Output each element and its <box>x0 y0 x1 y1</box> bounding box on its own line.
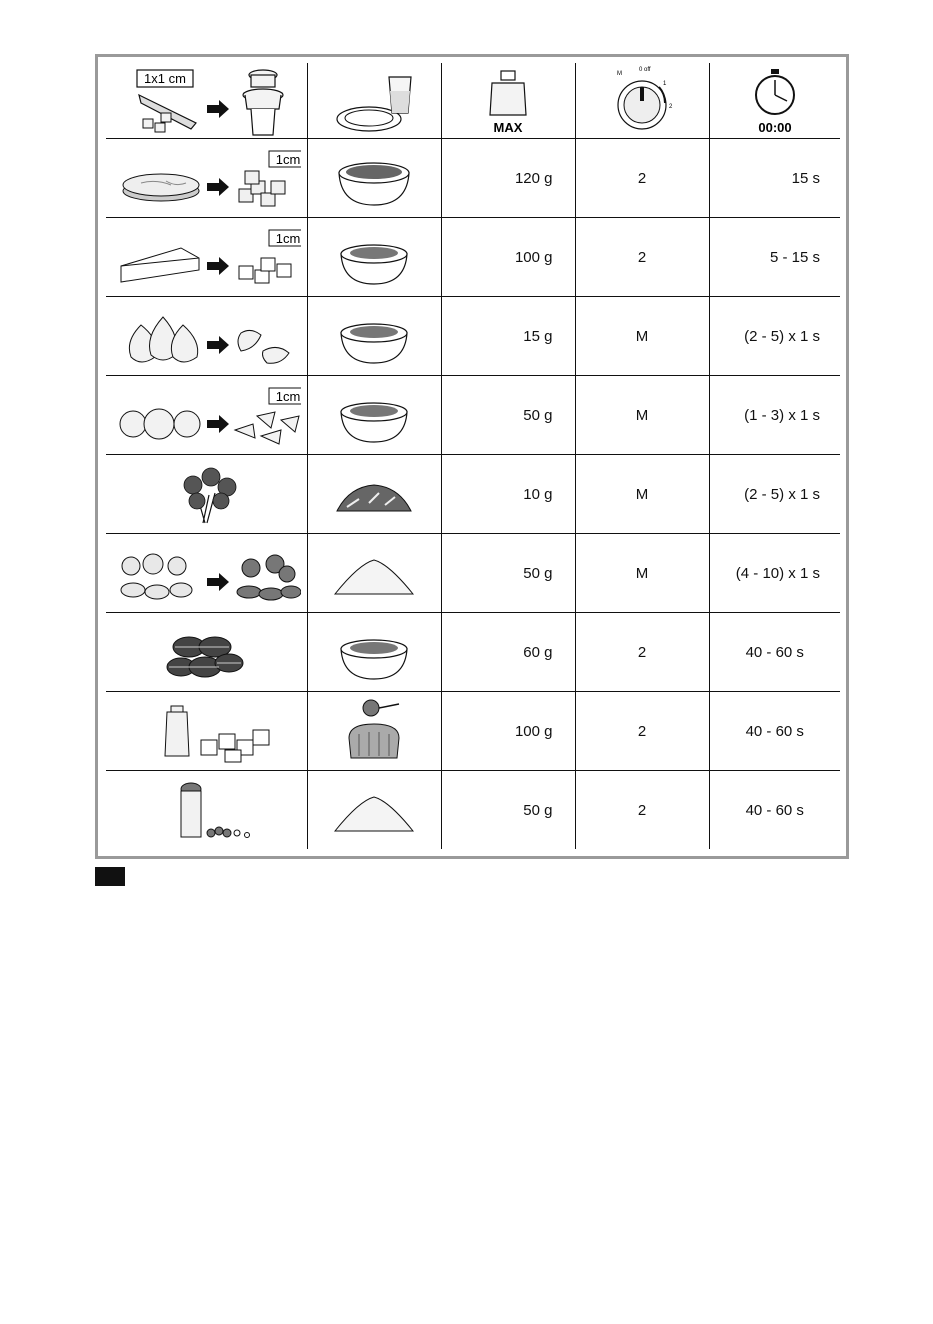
result-cell <box>307 771 441 850</box>
speed-cell: M <box>575 376 709 455</box>
cubes-icon <box>239 258 291 283</box>
table-header-row <box>106 63 840 139</box>
max-label: MAX <box>493 119 523 135</box>
cube-size-label: 1cm <box>275 389 301 404</box>
minced-bowl-icon <box>319 143 429 213</box>
time-cell: (4 - 10) x 1 s <box>709 534 840 613</box>
sifted-cake-icon <box>319 696 429 766</box>
food-cell <box>106 613 307 692</box>
arrow-icon <box>207 100 229 118</box>
minced-bowl-icon <box>319 617 429 687</box>
arrow-icon <box>207 573 229 591</box>
cube-size-label: 1cm <box>275 231 301 246</box>
result-cell <box>307 139 441 218</box>
food-cell <box>106 771 307 850</box>
quantity-cell: 100 g <box>441 692 575 771</box>
onion-pieces-icon <box>235 412 299 444</box>
cheese-wedge-icon <box>121 248 199 282</box>
time-cell: (2 - 5) x 1 s <box>709 455 840 534</box>
timer-label: 00:00 <box>758 119 792 135</box>
blender-attachment-icon <box>243 70 283 135</box>
header-plate-glass <box>307 63 441 139</box>
speed-dial-icon <box>597 65 687 137</box>
table-row <box>106 613 840 692</box>
parsley-icon <box>111 459 301 529</box>
table-row <box>106 139 840 218</box>
food-cell <box>106 455 307 534</box>
dial-label-m: M <box>617 70 622 77</box>
time-cell: (1 - 3) x 1 s <box>709 376 840 455</box>
speed-cell: 2 <box>575 218 709 297</box>
result-cell <box>307 534 441 613</box>
result-cell <box>307 692 441 771</box>
food-cell <box>106 218 307 297</box>
quantity-cell: 100 g <box>441 218 575 297</box>
time-cell: 5 - 15 s <box>709 218 840 297</box>
coffee-beans-icon <box>111 617 301 687</box>
onions-icon <box>120 409 200 439</box>
recipe-table-frame <box>95 54 849 859</box>
speed-cell: 2 <box>575 692 709 771</box>
peppercorns-icon <box>207 827 250 838</box>
header-cut-into-cubes <box>106 63 307 139</box>
speed-cell: M <box>575 297 709 376</box>
result-cell <box>307 613 441 692</box>
food-cell <box>106 534 307 613</box>
speed-cell: M <box>575 455 709 534</box>
quantity-cell: 50 g <box>441 534 575 613</box>
sugar-cubes-icon <box>201 730 269 762</box>
time-cell: 40 - 60 s <box>709 692 840 771</box>
speed-cell: 2 <box>575 139 709 218</box>
meat-steak-icon <box>123 174 199 201</box>
speed-cell: 2 <box>575 771 709 850</box>
minced-bowl-icon <box>319 380 429 450</box>
speed-cell: M <box>575 534 709 613</box>
arrow-icon <box>207 257 229 275</box>
result-cell <box>307 218 441 297</box>
time-cell: 15 s <box>709 139 840 218</box>
time-cell: (2 - 5) x 1 s <box>709 297 840 376</box>
size-label: 1x1 cm <box>144 70 187 86</box>
garlic-icon <box>130 317 198 362</box>
quantity-cell: 60 g <box>441 613 575 692</box>
table-row <box>106 534 840 613</box>
time-cell: 40 - 60 s <box>709 613 840 692</box>
pepper-shaker-icon <box>181 783 201 837</box>
table-row <box>106 297 840 376</box>
food-cell <box>106 297 307 376</box>
time-cell: 40 - 60 s <box>709 771 840 850</box>
nuts-icon <box>121 554 192 599</box>
table-row <box>106 218 840 297</box>
header-speed-dial <box>575 63 709 139</box>
table-row <box>106 376 840 455</box>
cubes-icon <box>239 171 285 206</box>
cube-size-label: 1cm <box>275 152 301 167</box>
dial-label-2: 2 <box>669 103 673 110</box>
plate-glass-icon <box>319 65 429 137</box>
table-row <box>106 692 840 771</box>
minced-bowl-icon <box>319 301 429 371</box>
table-row <box>106 455 840 534</box>
shelled-nuts-icon <box>237 555 301 600</box>
table-row <box>106 771 840 850</box>
result-cell <box>307 455 441 534</box>
result-cell <box>307 297 441 376</box>
arrow-icon <box>207 415 229 433</box>
arrow-icon <box>207 336 229 354</box>
quantity-cell: 10 g <box>441 455 575 534</box>
minced-bowl-icon <box>319 222 429 292</box>
dial-label-1: 1 <box>663 80 667 87</box>
header-max-weight <box>441 63 575 139</box>
result-cell <box>307 376 441 455</box>
quantity-cell: 50 g <box>441 771 575 850</box>
small-cubes-icon <box>143 113 171 132</box>
sugar-dispenser-icon <box>165 706 189 756</box>
header-timer <box>709 63 840 139</box>
stopwatch-icon <box>756 69 794 114</box>
quantity-cell: 15 g <box>441 297 575 376</box>
language-marker <box>95 867 125 886</box>
food-cell <box>106 376 307 455</box>
food-cell <box>106 139 307 218</box>
powder-pile-icon <box>319 538 429 608</box>
dial-label-off: 0 off <box>639 66 651 73</box>
arrow-icon <box>207 178 229 196</box>
speed-cell: 2 <box>575 613 709 692</box>
powder-pile-icon <box>319 775 429 845</box>
recipe-table <box>106 63 840 849</box>
quantity-cell: 120 g <box>441 139 575 218</box>
chopped-herbs-icon <box>319 459 429 529</box>
garlic-cloves-icon <box>238 330 289 363</box>
food-cell <box>106 692 307 771</box>
quantity-cell: 50 g <box>441 376 575 455</box>
weight-icon <box>490 71 526 115</box>
